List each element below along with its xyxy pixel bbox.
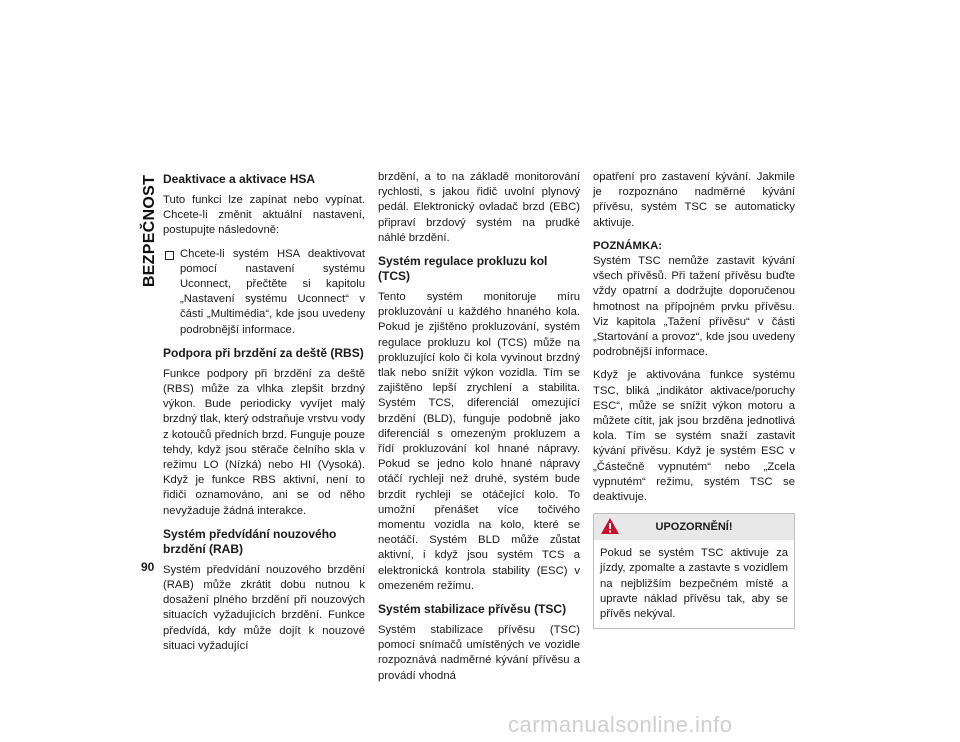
column-2: [378, 170, 580, 692]
paragraph-tcs: Tento systém monitoruje míru prokluzování u každého hnaného kola. Pokud je zjištěno prokluzování, systém regulace prokluzu kol (TCS) může na prokluzující kolo či kola vyvinout brzdný tlak nebo snížit výkon vozidla. Tím se zajištěno lepší zrychlení a stabilita. Systém TCS, diferenciál omezující brzdění (BLD), funguje podobně jako diferenciál s omezeným prokluzem a řídí prokluzování kol hnané nápravy. Pokud se jedno kolo hnané nápravy otáčí rychleji než druhé, systém bude brzdit rychleji se otáčející kolo. To umožní přenášet více točivého momentu vozidla na kolo, které se neotáčí. Systém BLD může zůstat aktivní, i když jsou systém TCS a elektronická kontrola stability (ESC) v omezeném režimu.: [378, 291, 580, 592]
paragraph-esc: Když je aktivována funkce systému TSC, bliká „indikátor aktivace/poruchy ESC“, může se snížit výkon motoru a můžete cítit, jak jsou brzděna jednotlivá kola. Tím se systém snaží zastavit kývání přívěsu. Když je systém ESC v „Částečně vypnutém“ nebo „Zcela vypnutém“ režimu, systém TSC se deaktivuje.: [593, 369, 795, 504]
paragraph-rbs: Funkce podpory při brzdění za deště (RBS) může za vlhka zlepšit brzdný výkon. Bude periodicky vyvíjet malý brzdný tlak, který odstraňuje vrstvu vody z kotoučů předních brzd. Funguje pouze tehdy, když jsou stěrače čelního skla v režimu LO (Nízká) nebo HI (Vysoká). Když je funkce RBS aktivní, není to řidiči oznamováno, ani se od něho nevyžaduje žádná interakce.: [163, 367, 365, 517]
warning-text: Pokud se systém TSC aktivuje za jízdy, zpomalte a zastavte s vozidlem na nejbližším bezpečném místě a upravte náklad přívěsu tak, aby se přívěs nekýval.: [600, 547, 788, 621]
warning-title: UPOZORNĚNÍ!: [655, 520, 733, 533]
paragraph-hsa: Tuto funkci lze zapínat nebo vypínat. Chcete-li změnit aktuální nastavení, postupujte následovně:: [163, 194, 365, 237]
note-label: POZNÁMKA:: [593, 239, 663, 252]
paragraph-rab: Systém předvídání nouzového brzdění (RAB) může zkrátit dobu nutnou k dosažení plného brzdění při nouzových situacích vyžadujících brzdění. Funkce předvídá, kdy může dojít k nouzové situaci vyžadující: [163, 563, 365, 652]
paragraph-tsc-cont: opatření pro zastavení kývání. Jakmile je rozpoznáno nadměrné kývání přívěsu, systém TSC se automaticky aktivuje.: [593, 171, 795, 229]
heading-rab: Systém předvídání nouzového brzdění (RAB): [163, 526, 337, 556]
note-text: Systém TSC nemůže zastavit kývání všech přívěsů. Při tažení přívěsu buďte vždy opatrní a dodržujte doporučenou hmotnost na přípojném prvku přívěsu. Viz kapitola „Tažení přívěsu“ v části „Startování a provoz“, kde jsou uvedeny podrobnější informace.: [593, 255, 795, 359]
bullet-hsa: [163, 247, 365, 338]
warning-triangle-icon: [600, 517, 620, 535]
column-3: [593, 170, 795, 629]
paragraph-rab-cont: brzdění, a to na základě monitorování rychlosti, s jakou řidič uvolní plynový pedál. Elektronický ovladač brzd (EBC) připraví brzdový systém na prudké náhlé brzdění.: [378, 171, 580, 244]
section-tab: [138, 172, 162, 290]
column-1: [163, 170, 365, 662]
warning-header: [594, 514, 794, 540]
heading-rbs: Podpora při brzdění za deště (RBS): [163, 345, 364, 360]
warning-box: [593, 513, 795, 629]
page-number: 90: [141, 560, 155, 574]
heading-tsc: Systém stabilizace přívěsu (TSC): [378, 602, 567, 617]
section-tab-label: BEZPEČNOST: [141, 174, 158, 288]
paragraph-tsc: Systém stabilizace přívěsu (TSC) pomocí snímačů umístěných ve vozidle rozpoznává nadměrné kývání přívěsu a provádí vhodná: [378, 624, 580, 682]
heading-tcs: Systém regulace prokluzu kol (TCS): [378, 254, 548, 284]
checkbox-bullet-icon: [165, 251, 174, 260]
watermark: carmanualsonline.info: [508, 712, 733, 737]
bullet-hsa-text: Chcete-li systém HSA deaktivovat pomocí nastavení systému Uconnect, přečtěte si kapitolu „Nastavení systému Uconnect“ v části „Multimédia“, kde jsou uvedeny podrobnější informace.: [180, 247, 365, 336]
heading-hsa: Deaktivace a aktivace HSA: [163, 172, 316, 186]
